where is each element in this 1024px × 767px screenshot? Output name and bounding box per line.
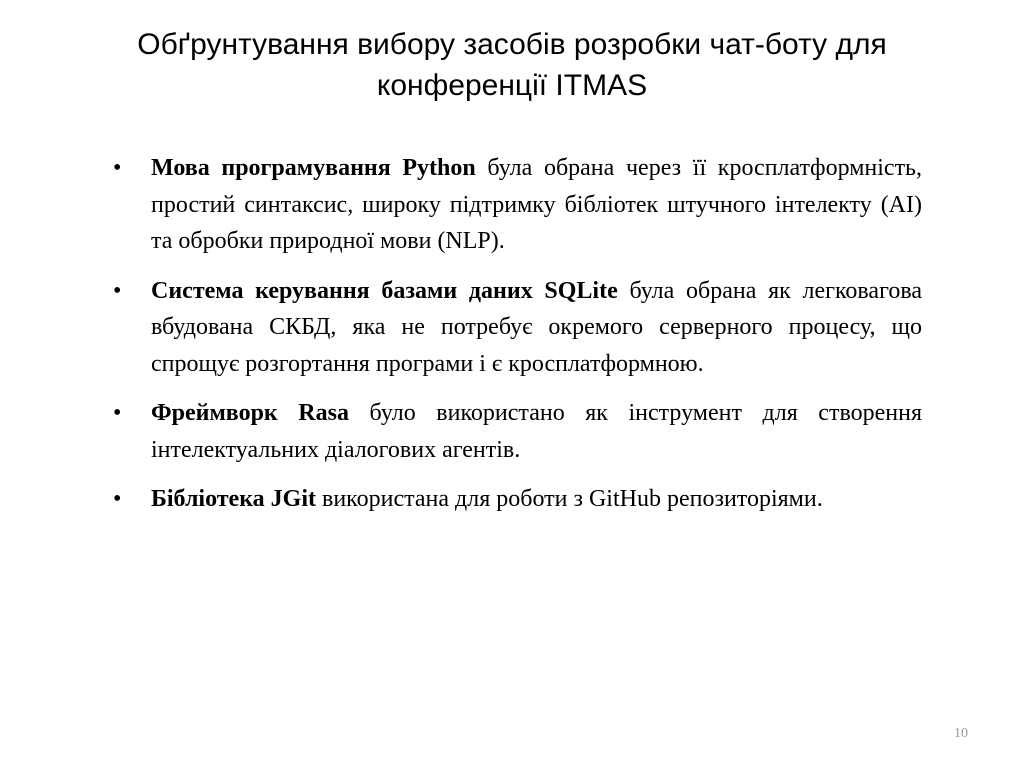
bullet-icon: • <box>113 155 122 181</box>
bullet-heading: Фреймворк Rasa <box>151 400 349 426</box>
bullet-item-python <box>107 150 922 260</box>
bullet-heading: Мова програмування Python <box>151 155 476 181</box>
bullet-item-jgit <box>107 481 922 518</box>
bullet-item-rasa <box>107 395 922 468</box>
page-number: 10 <box>954 726 968 741</box>
bullet-icon: • <box>113 277 122 304</box>
bullet-list <box>107 150 922 531</box>
slide-title <box>40 24 984 106</box>
bullet-heading: Бібліотека JGit <box>151 486 316 512</box>
bullet-text: було використано як інструмент для створення інтелектуальних діалогових агентів. <box>151 400 922 463</box>
bullet-text: використана для роботи з GitHub репозиторіями. <box>316 486 823 512</box>
bullet-text: була обрана через її кросплатформність, простий синтаксис, широку підтримку бібліотек штучного інтелекту (AI) та обробки природної мови (NLP). <box>151 155 923 254</box>
slide-title-line-2: конференції ITMAS <box>376 69 648 102</box>
bullet-text: була обрана як легковагова вбудована СКБД, яка не потребує окремого серверного процесу, що спрощує розгортання програми і є кросплатформною. <box>151 277 922 377</box>
bullet-icon: • <box>113 486 122 512</box>
slide-title-line-1: Обґрунтування вибору засобів розробки чат-боту для <box>137 28 887 61</box>
bullet-item-sqlite <box>107 273 922 383</box>
bullet-icon: • <box>113 400 122 426</box>
bullet-heading: Система керування базами даних SQLite <box>151 277 618 304</box>
